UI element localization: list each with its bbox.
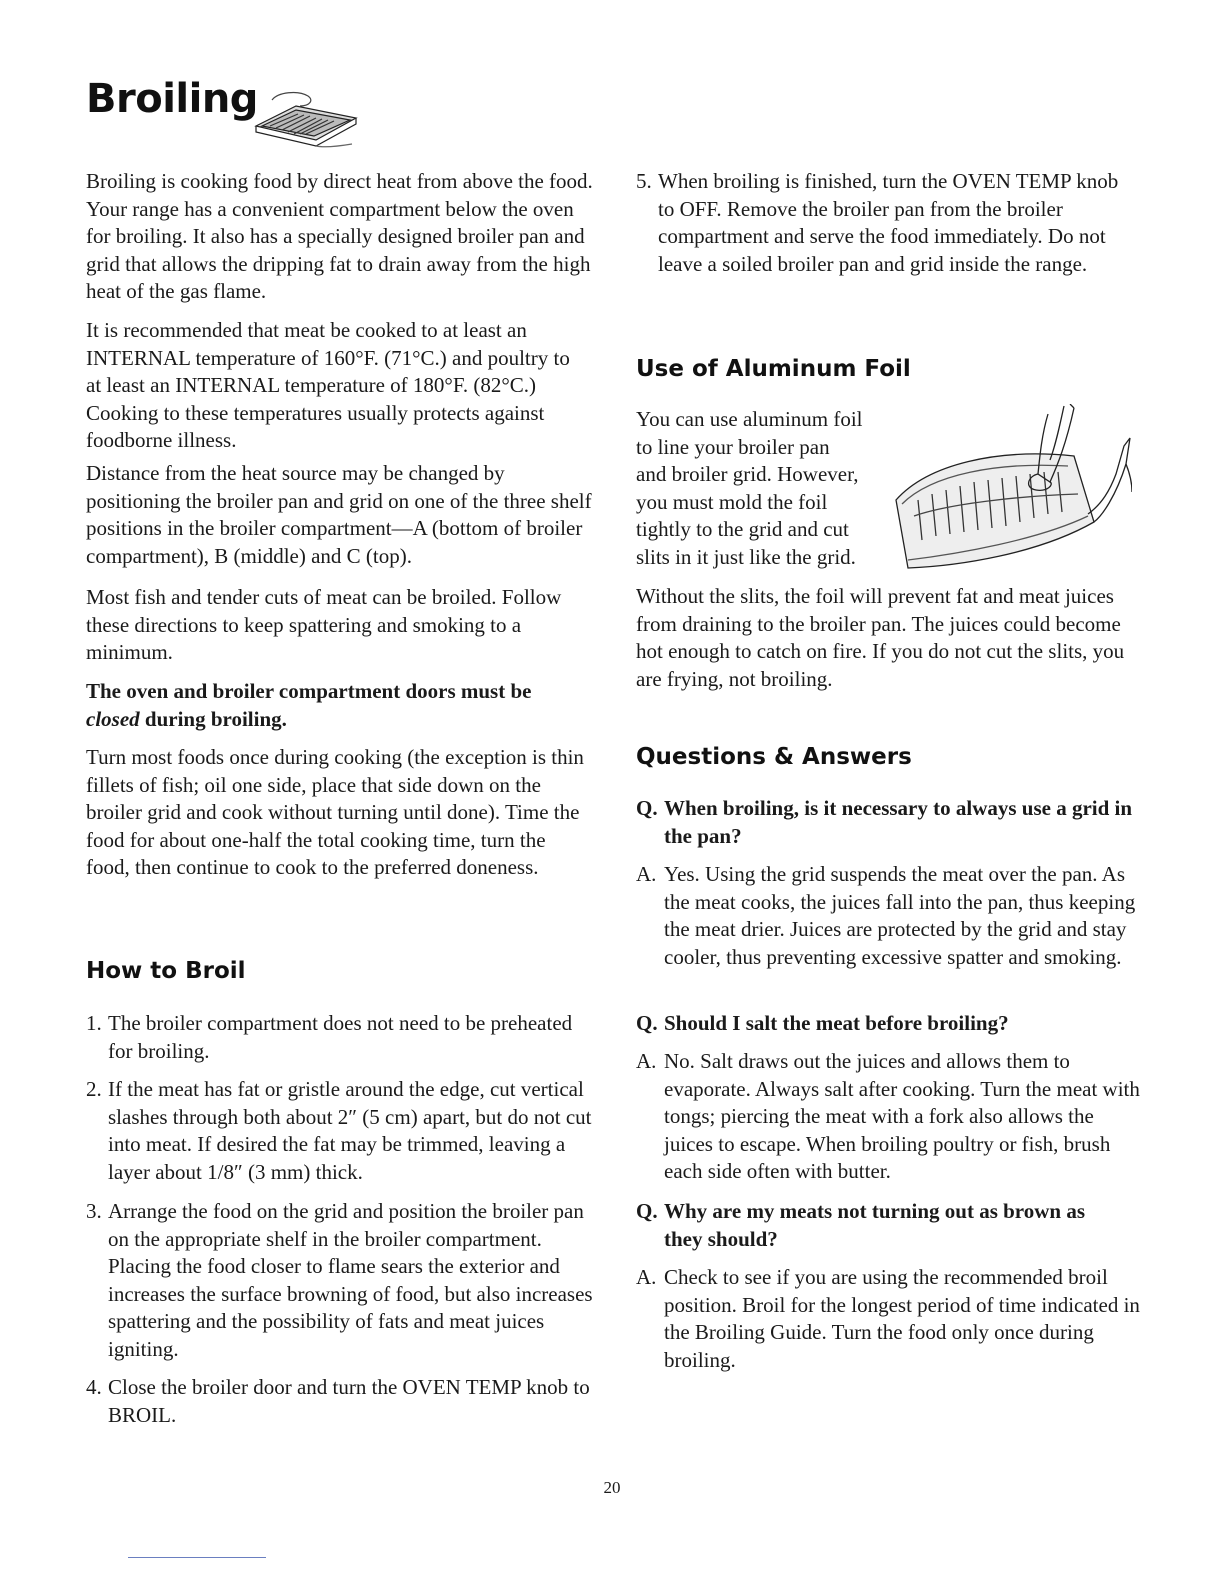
step-item (86, 1374, 594, 1429)
foil-line: to line your broiler pan (636, 434, 830, 459)
foil-line: slits in it just like the grid. (636, 544, 856, 569)
warning-part2: during broiling. (139, 706, 287, 731)
intro-paragraph-2: It is recommended that meat be cooked to at least an INTERNAL temperature of 160°F. (71°C.) and poultry to at least an INTERNAL temperature of 180°F. (82°C.) Cooking to these temperatures usually protects against foodborne illness. (86, 318, 570, 452)
warning-part1: The oven and broiler compartment doors must be (86, 679, 532, 703)
answer-text: Yes. Using the grid suspends the meat over the pan. As the meat cooks, the juices fall into the pan, thus keeping the meat drier. Juices are protected by the grid and stay cooler, thus preventing excessive spatter and smoking. (664, 862, 1136, 969)
step-text: When broiling is finished, turn the OVEN TEMP knob to OFF. Remove the broiler pan from the broiler compartment and serve the food immediately. Do not leave a soiled broiler pan and grid inside the range. (658, 169, 1119, 276)
turn-paragraph: Turn most foods once during cooking (the exception is thin fillets of fish; oil one side, place that side down on the broiler grid and cook without turning until done). Time the food for about one-half the total cooking time, turn the food, then continue to cook to the preferred doneness. (86, 745, 584, 879)
step-item (86, 1198, 594, 1363)
intro-paragraph-3: Distance from the heat source may be changed by positioning the broiler pan and grid on one of the three shelf positions in the broiler compartment—A (bottom of broiler compartment), B (middle) and C (top). (86, 461, 592, 568)
step-text: The broiler compartment does not need to be preheated for broiling. (108, 1011, 573, 1063)
step-number: 5. (636, 169, 652, 193)
answer-item (636, 861, 1142, 971)
step-number: 2. (86, 1077, 102, 1101)
answer-item (636, 1264, 1142, 1374)
qa-heading: Questions & Answers (636, 744, 912, 770)
warning-emphasis: closed (86, 706, 140, 731)
footer-divider (128, 1557, 266, 1558)
answer-label: A. (636, 1049, 657, 1073)
step-text: Close the broiler door and turn the OVEN TEMP knob to BROIL. (108, 1375, 590, 1427)
step-item (636, 168, 1136, 278)
step-item (86, 1010, 594, 1065)
answer-item (636, 1048, 1142, 1186)
foil-paragraph: Without the slits, the foil will prevent fat and meat juices from draining to the broiler pan. The juices could become hot enough to catch on fire. If you do not cut the slits, you are frying, not broiling. (636, 584, 1125, 691)
question-text: Why are my meats not turning out as brown as they should? (664, 1199, 1086, 1251)
warning-note (86, 678, 566, 733)
step-number: 4. (86, 1375, 102, 1399)
question-label: Q. (636, 1199, 658, 1223)
question-item (636, 1198, 1116, 1253)
question-label: Q. (636, 796, 658, 820)
step-text: Arrange the food on the grid and position the broiler pan on the appropriate shelf in the broiler compartment. Placing the food closer to flame sears the exterior and increases the surface browning of food, but also increases spattering and the possibility of fats and meat juices igniting. (108, 1199, 593, 1361)
question-item (636, 1010, 1136, 1038)
step-number: 3. (86, 1199, 102, 1223)
question-item (636, 795, 1136, 850)
answer-label: A. (636, 862, 657, 886)
foil-line: you must mold the foil (636, 489, 828, 514)
step-text: If the meat has fat or gristle around the edge, cut vertical slashes through both about 2″ (5 cm) apart, but do not cut into meat. If desired the fat may be trimmed, leaving a layer about 1/8″ (3 mm) thick. (108, 1077, 592, 1184)
step-number: 1. (86, 1011, 102, 1035)
page-number: 20 (603, 1478, 621, 1497)
step-item (86, 1076, 594, 1186)
answer-text: No. Salt draws out the juices and allows them to evaporate. Always salt after cooking. Turn the meat with tongs; piercing the meat with a fork also allows the juices to escape. When broiling poultry or fish, brush each side often with butter. (664, 1049, 1140, 1183)
broiler-pan-icon (252, 88, 360, 150)
answer-label: A. (636, 1265, 657, 1289)
foil-heading: Use of Aluminum Foil (636, 356, 911, 382)
answer-text: Check to see if you are using the recommended broil position. Broil for the longest period of time indicated in the Broiling Guide. Turn the food only once during broiling. (664, 1265, 1140, 1372)
foil-line: and broiler grid. However, (636, 462, 859, 486)
question-text: When broiling, is it necessary to always use a grid in the pan? (664, 796, 1133, 848)
intro-paragraph-1: Broiling is cooking food by direct heat from above the food. Your range has a convenient compartment below the oven for broiling. It also has a specially designed broiler pan and grid that allows the dripping fat to drain away from the high heat of the gas flame. (86, 169, 593, 303)
foil-on-broiler-grid-icon (888, 404, 1132, 580)
question-text: Should I salt the meat before broiling? (664, 1011, 1009, 1035)
foil-line: tightly to the grid and cut (636, 517, 849, 541)
foil-intro (636, 406, 886, 571)
page-title: Broiling (86, 76, 258, 122)
question-label: Q. (636, 1011, 658, 1035)
intro-paragraph-4: Most fish and tender cuts of meat can be broiled. Follow these directions to keep spattering and smoking to a minimum. (86, 585, 562, 664)
how-to-heading: How to Broil (86, 958, 246, 984)
foil-line: You can use aluminum foil (636, 407, 863, 431)
